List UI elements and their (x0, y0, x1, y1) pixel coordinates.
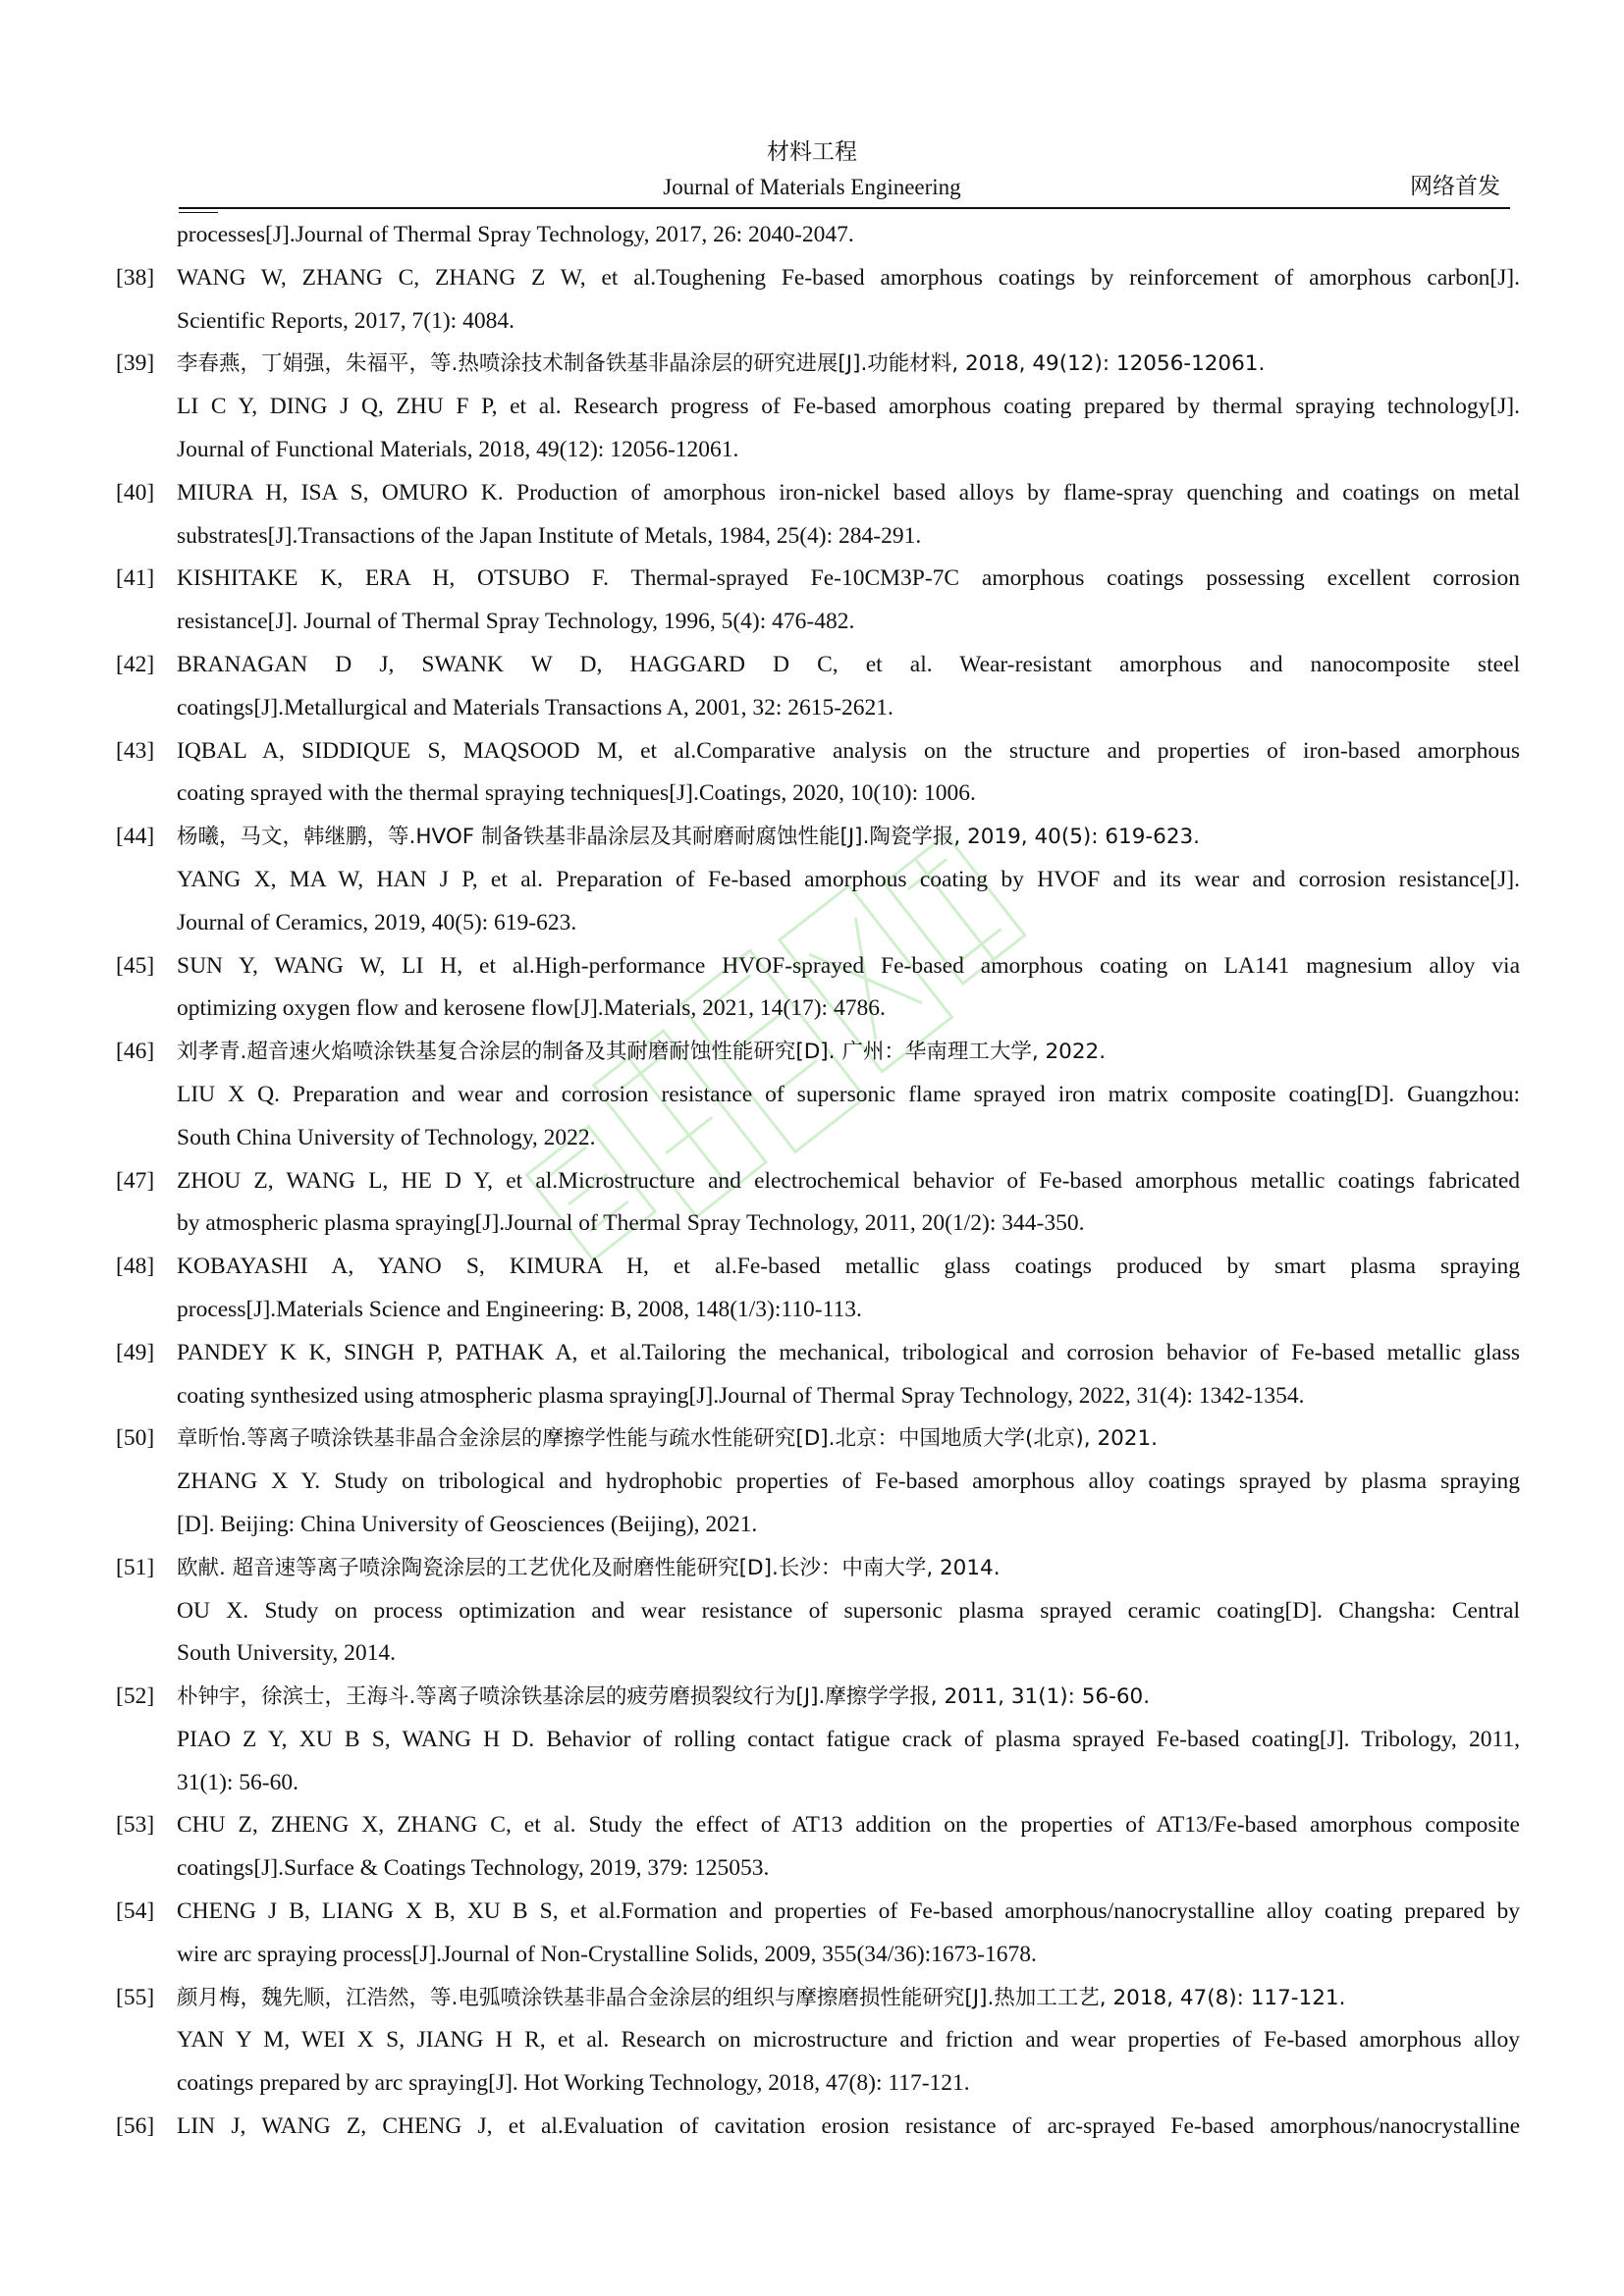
header-rule (179, 207, 1510, 209)
reference-line (116, 1719, 1520, 1762)
reference-line (116, 2062, 1520, 2106)
reference-text: South University, 2014. (177, 1640, 397, 1667)
reference-line (116, 2019, 1520, 2062)
reference-number: [54] (116, 1898, 155, 1925)
reference-text: 31(1): 56-60. (177, 1769, 299, 1795)
header-rule-accent (179, 212, 218, 213)
reference-line (116, 773, 1520, 816)
reference-text: 刘孝青.超音速火焰喷涂铁基复合涂层的制备及其耐磨耐蚀性能研究[D]. 广州：华南理工大学, 2022. (177, 1040, 1107, 1065)
reference-line (116, 1289, 1520, 1332)
reference-text: LIN J, WANG Z, CHENG J, et al.Evaluation of cavitation erosion resistance of arc-sprayed Fe-based amorphous/nanocrystalline (177, 2113, 1520, 2140)
reference-line (116, 300, 1520, 344)
reference-text: KISHITAKE K, ERA H, OTSUBO F. Thermal-sprayed Fe-10CM3P-7C amorphous coatings possessing excellent corrosion (177, 565, 1520, 592)
reference-text: ZHANG X Y. Study on tribological and hydrophobic properties of Fe-based amorphous alloy coatings sprayed by plasma spraying (177, 1468, 1520, 1495)
reference-text: KOBAYASHI A, YANO S, KIMURA H, et al.Fe-based metallic glass coatings produced by smart plasma spraying (177, 1254, 1520, 1280)
reference-text: BRANAGAN D J, SWANK W D, HAGGARD D C, et al. Wear-resistant amorphous and nanocomposite steel (177, 651, 1520, 677)
reference-text: IQBAL A, SIDDIQUE S, MAQSOOD M, et al.Comparative analysis on the structure and properties of iron-based amorphous (177, 737, 1520, 764)
reference-text: PIAO Z Y, XU B S, WANG H D. Behavior of rolling contact fatigue crack of plasma sprayed Fe-based coating[J]. Tribology, 2011, (177, 1726, 1520, 1752)
reference-number: [52] (116, 1683, 155, 1710)
reference-line (116, 1160, 1520, 1203)
reference-line (116, 2106, 1520, 2149)
reference-text: coatings[J].Metallurgical and Materials Transactions A, 2001, 32: 2615-2621. (177, 694, 893, 721)
reference-text: by atmospheric plasma spraying[J].Journal of Thermal Spray Technology, 2011, 20(1/2): 344-350. (177, 1210, 1085, 1237)
reference-text: CHENG J B, LIANG X B, XU B S, et al.Formation and properties of Fe-based amorphous/nanocrystalline alloy coating prepared by (177, 1898, 1520, 1925)
reference-text: 章昕怡.等离子喷涂铁基非晶合金涂层的摩擦学性能与疏水性能研究[D].北京：中国地质大学(北京), 2021. (177, 1426, 1158, 1452)
reference-line (116, 1847, 1520, 1891)
reference-line (116, 343, 1520, 386)
reference-text: South China University of Technology, 2022. (177, 1124, 596, 1150)
reference-line (116, 1417, 1520, 1461)
reference-text: LIU X Q. Preparation and wear and corrosion resistance of supersonic flame sprayed iron matrix composite coating[D]. Guangzhou: (177, 1081, 1520, 1107)
reference-line (116, 1031, 1520, 1074)
journal-title-en: Journal of Materials Engineering (663, 175, 961, 199)
reference-text: resistance[J]. Journal of Thermal Spray Technology, 1996, 5(4): 476-482. (177, 609, 855, 635)
reference-line (116, 988, 1520, 1031)
reference-text: coatings prepared by arc spraying[J]. Hot Working Technology, 2018, 47(8): 117-121. (177, 2070, 970, 2097)
reference-line (116, 687, 1520, 730)
reference-line (116, 1461, 1520, 1504)
reference-number: [38] (116, 264, 155, 291)
reference-line (116, 1804, 1520, 1847)
reference-line (116, 902, 1520, 945)
reference-line (116, 1762, 1520, 1805)
reference-text: optimizing oxygen flow and kerosene flow[J].Materials, 2021, 14(17): 4786. (177, 995, 886, 1022)
reference-line (116, 1676, 1520, 1719)
reference-text: Journal of Ceramics, 2019, 40(5): 619-623. (177, 909, 577, 935)
reference-number: [53] (116, 1812, 155, 1839)
reference-line (116, 1891, 1520, 1934)
reference-number: [39] (116, 350, 155, 377)
reference-line (116, 1074, 1520, 1117)
reference-number: [45] (116, 952, 155, 979)
reference-line (116, 1547, 1520, 1590)
reference-text: process[J].Materials Science and Engineering: B, 2008, 148(1/3):110-113. (177, 1296, 862, 1322)
reference-text: OU X. Study on process optimization and wear resistance of supersonic plasma sprayed ceramic coating[D]. Changsha: Central (177, 1597, 1520, 1624)
reference-number: [55] (116, 1984, 155, 2010)
reference-text: LI C Y, DING J Q, ZHU F P, et al. Research progress of Fe-based amorphous coating prepared by thermal spraying technology[J]. (177, 394, 1520, 420)
reference-text: YANG X, MA W, HAN J P, et al. Preparation of Fe-based amorphous coating by HVOF and its wear and corrosion resistance[J]. (177, 866, 1520, 892)
reference-number: [41] (116, 565, 155, 592)
reference-number: [49] (116, 1339, 155, 1365)
journal-title-cn: 材料工程 (767, 139, 857, 165)
reference-number: [56] (116, 2113, 155, 2140)
reference-text: substrates[J].Transactions of the Japan Institute of Metals, 1984, 25(4): 284-291. (177, 522, 922, 549)
reference-number: [46] (116, 1039, 155, 1065)
reference-line (116, 644, 1520, 687)
reference-number: [43] (116, 737, 155, 764)
reference-number: [44] (116, 824, 155, 850)
reference-text: coating synthesized using atmospheric plasma spraying[J].Journal of Thermal Spray Technology, 2022, 31(4): 1342-1354. (177, 1382, 1305, 1409)
reference-number: [48] (116, 1254, 155, 1280)
reference-text: [D]. Beijing: China University of Geosciences (Beijing), 2021. (177, 1511, 758, 1537)
reference-number: [50] (116, 1425, 155, 1452)
reference-text: WANG W, ZHANG C, ZHANG Z W, et al.Toughening Fe-based amorphous coatings by reinforcement of amorphous carbon[J]. (177, 264, 1520, 291)
reference-line (116, 515, 1520, 559)
reference-line (116, 1202, 1520, 1246)
online-first-tag: 网络首发 (1410, 174, 1500, 199)
reference-line (116, 730, 1520, 774)
reference-text: YAN Y M, WEI X S, JIANG H R, et al. Research on microstructure and friction and wear properties of Fe-based amorphous alloy (177, 2027, 1520, 2054)
reference-text: PANDEY K K, SINGH P, PATHAK A, et al.Tailoring the mechanical, tribological and corrosion behavior of Fe-based metallic glass (177, 1339, 1520, 1365)
reference-line (116, 1504, 1520, 1547)
reference-number: [42] (116, 651, 155, 677)
reference-text: wire arc spraying process[J].Journal of Non-Crystalline Solids, 2009, 355(34/36):1673-1678. (177, 1941, 1037, 1967)
reference-line (116, 945, 1520, 988)
reference-line (116, 429, 1520, 472)
reference-text: coating sprayed with the thermal spraying techniques[J].Coatings, 2020, 10(10): 1006. (177, 780, 976, 807)
reference-text: coatings[J].Surface & Coatings Technology, 2019, 379: 125053. (177, 1855, 770, 1882)
reference-text: Journal of Functional Materials, 2018, 49(12): 12056-12061. (177, 436, 739, 462)
reference-text: MIURA H, ISA S, OMURO K. Production of amorphous iron-nickel based alloys by flame-spray quenching and coatings on metal (177, 479, 1520, 506)
reference-line (116, 1246, 1520, 1289)
reference-line (116, 214, 1520, 257)
reference-number: [51] (116, 1554, 155, 1580)
reference-line (116, 1117, 1520, 1160)
reference-line (116, 386, 1520, 429)
reference-line (116, 1934, 1520, 1977)
reference-line (116, 257, 1520, 300)
reference-line (116, 601, 1520, 644)
reference-text: 颜月梅，魏先顺，江浩然，等.电弧喷涂铁基非晶合金涂层的组织与摩擦磨损性能研究[J].热加工工艺, 2018, 47(8): 117-121. (177, 1985, 1346, 2010)
reference-list (116, 214, 1520, 2149)
reference-text: ZHOU Z, WANG L, HE D Y, et al.Microstructure and electrochemical behavior of Fe-based amorphous metallic coatings fabricated (177, 1167, 1520, 1194)
reference-line (116, 816, 1520, 859)
reference-line (116, 1590, 1520, 1633)
reference-text: Scientific Reports, 2017, 7(1): 4084. (177, 307, 514, 334)
reference-line (116, 1332, 1520, 1375)
reference-line (116, 859, 1520, 902)
reference-line (116, 1375, 1520, 1418)
reference-number: [47] (116, 1167, 155, 1194)
reference-line (116, 558, 1520, 601)
reference-line (116, 1977, 1520, 2020)
reference-line (116, 1632, 1520, 1676)
reference-line (116, 472, 1520, 515)
reference-text: CHU Z, ZHENG X, ZHANG C, et al. Study the effect of AT13 addition on the properties of AT13/Fe-based amorphous composite (177, 1812, 1520, 1839)
reference-text: 欧献. 超音速等离子喷涂陶瓷涂层的工艺优化及耐磨性能研究[D].长沙：中南大学, 2014. (177, 1555, 1001, 1580)
reference-text: processes[J].Journal of Thermal Spray Technology, 2017, 26: 2040-2047. (177, 222, 854, 247)
reference-text: SUN Y, WANG W, LI H, et al.High-performance HVOF-sprayed Fe-based amorphous coating on LA141 magnesium alloy via (177, 952, 1520, 979)
reference-text: 李春燕，丁娟强，朱福平，等.热喷涂技术制备铁基非晶涂层的研究进展[J].功能材料, 2018, 49(12): 12056-12061. (177, 351, 1266, 377)
reference-text: 杨曦，马文，韩继鹏，等.HVOF 制备铁基非晶涂层及其耐磨耐腐蚀性能[J].陶瓷学报, 2019, 40(5): 619-623. (177, 825, 1201, 850)
reference-number: [40] (116, 479, 155, 506)
reference-text: 朴钟宇，徐滨士，王海斗.等离子喷涂铁基涂层的疲劳磨损裂纹行为[J].摩擦学学报, 2011, 31(1): 56-60. (177, 1684, 1151, 1710)
